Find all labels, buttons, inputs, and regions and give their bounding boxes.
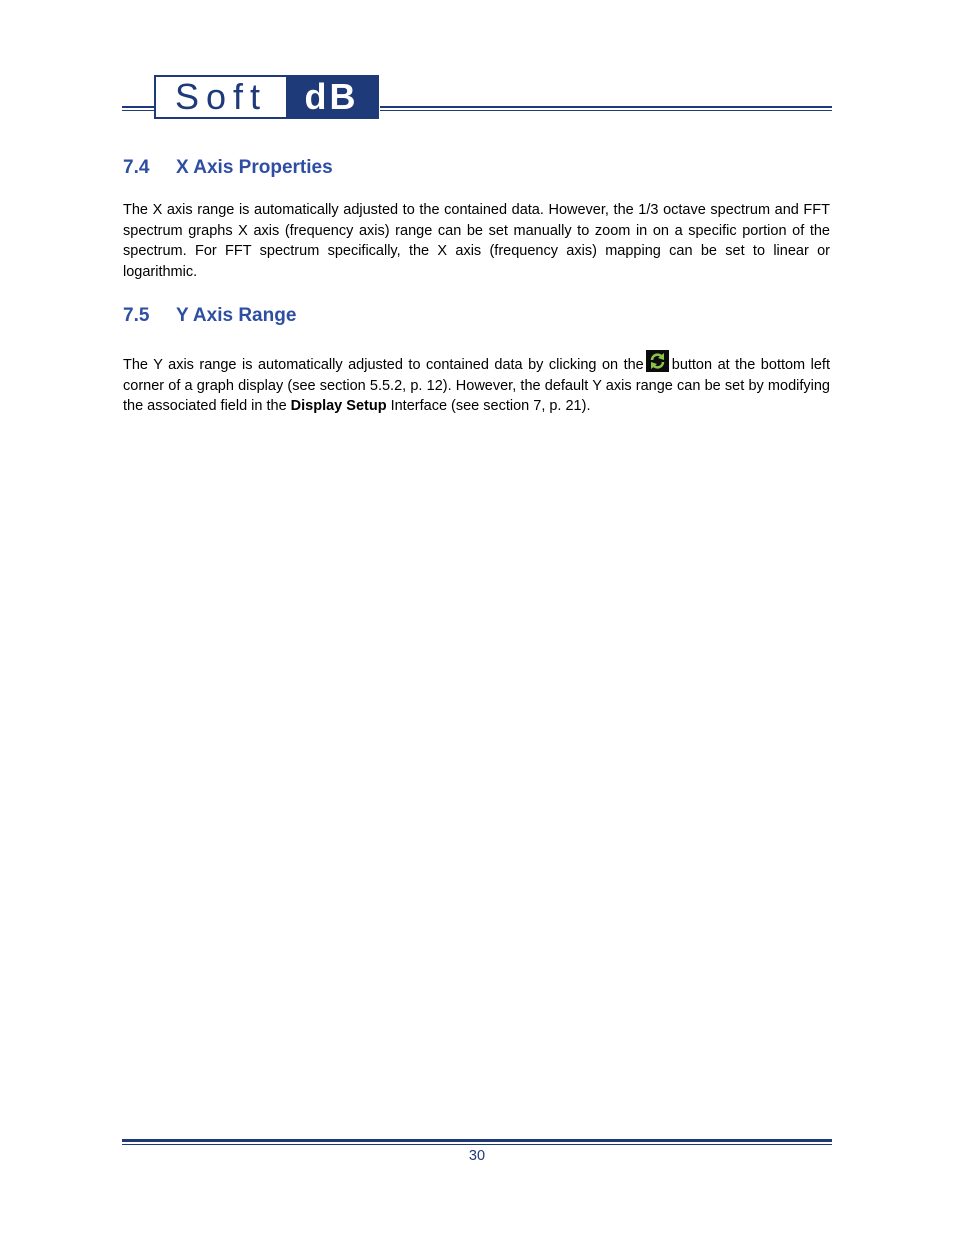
section-title: X Axis Properties <box>176 157 333 178</box>
page-number: 30 <box>468 1148 486 1164</box>
section-number: 7.5 <box>123 304 150 326</box>
paragraph-text-after-icon: button at the bottom left corner of a graph display (see section 5.5.2, p. 12). However, the default Y axis range can be set by modifying the associated field in the <box>123 356 830 415</box>
paragraph-text-end: Interface (see section 7, p. 21). <box>390 398 591 415</box>
section-heading-7-4 <box>123 155 830 181</box>
footer-rule <box>122 1139 832 1145</box>
section-heading-7-5 <box>123 303 830 329</box>
header-rule-right <box>380 106 832 111</box>
section-number: 7.4 <box>123 157 150 178</box>
section-title: Y Axis Range <box>176 304 297 326</box>
paragraph-text-before-icon: The Y axis range is automatically adjusted to contained data by clicking on the <box>123 356 644 373</box>
page-content <box>123 155 830 417</box>
softdb-logo <box>154 75 379 119</box>
logo-db-text: dB <box>286 77 377 117</box>
display-setup-term: Display Setup <box>290 398 387 415</box>
header-rule-left <box>122 106 154 111</box>
logo-soft-text: Soft <box>174 76 268 117</box>
refresh-icon <box>646 350 669 372</box>
section-paragraph-7-4: The X axis range is automatically adjusted to the contained data. However, the 1/3 octave spectrum and FFT spectrum graphs X axis (frequency axis) range can be set manually to zoom in on a specific portion of the spectrum. For FFT spectrum specifically, the X axis (frequency axis) mapping can be set to linear or logarithmic. <box>123 202 830 281</box>
section-paragraph-7-5 <box>123 350 830 417</box>
